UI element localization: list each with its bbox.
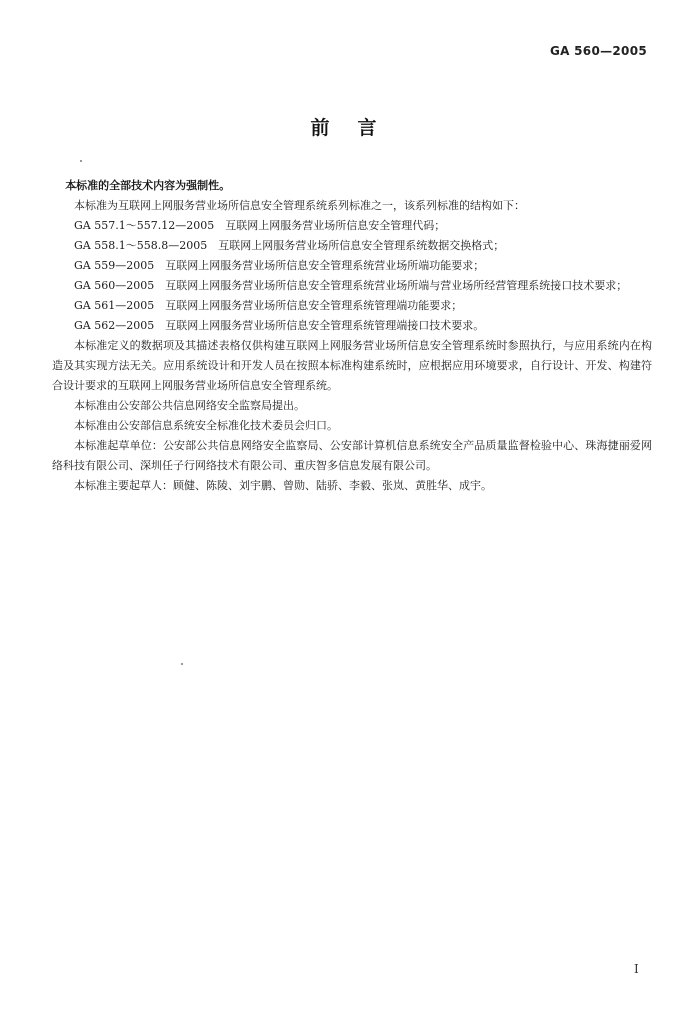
scan-speck <box>181 663 183 665</box>
list-item-ga561: GA 561—2005 互联网上网服务营业场所信息安全管理系统管理端功能要求； <box>74 299 463 312</box>
list-item-ga559: GA 559—2005 互联网上网服务营业场所信息安全管理系统营业场所端功能要求； <box>74 259 485 272</box>
paragraph-drafting-units: 本标准起草单位：公安部公共信息网络安全监察局、公安部计算机信息系统安全产品质量监督检验中心、珠海捷丽爱网络科技有限公司、深圳任子行网络技术有限公司、重庆智多信息发展有限公司。 <box>52 439 652 472</box>
page-number: I <box>634 962 639 976</box>
paragraph-drafters: 本标准主要起草人：顾健、陈陵、刘宇鹏、曾勋、陆骄、李毅、张岚、黄胜华、成宇。 <box>74 479 492 492</box>
list-item-ga558: GA 558.1～558.8—2005 互联网上网服务营业场所信息安全管理系统数据交换格式； <box>74 239 505 252</box>
paragraph-mandatory-notice: 本标准的全部技术内容为强制性。 <box>65 179 231 192</box>
foreword-body <box>52 176 652 496</box>
standard-number: GA 560—2005 <box>549 44 647 58</box>
list-item-ga557: GA 557.1～557.12—2005 互联网上网服务营业场所信息安全管理代码； <box>74 219 446 232</box>
paragraph-series-intro: 本标准为互联网上网服务营业场所信息安全管理系统系列标准之一，该系列标准的结构如下： <box>74 199 525 212</box>
paragraph-proposer: 本标准由公安部公共信息网络安全监察局提出。 <box>74 399 305 412</box>
page-title: 前言 <box>310 117 405 139</box>
list-item-ga562: GA 562—2005 互联网上网服务营业场所信息安全管理系统管理端接口技术要求。 <box>74 319 485 332</box>
paragraph-scope-note: 本标准定义的数据项及其描述表格仅供构建互联网上网服务营业场所信息安全管理系统时参照执行，与应用系统内在构造及其实现方法无关。应用系统设计和开发人员在按照本标准构建系统时，应根据应用环境要求，自行设计、开发、构建符合设计要求的互联网上网服务营业场所信息安全管理系统。 <box>52 339 652 392</box>
list-item-ga560: GA 560—2005 互联网上网服务营业场所信息安全管理系统营业场所端与营业场所经营管理系统接口技术要求； <box>74 279 628 292</box>
scan-speck <box>80 160 82 162</box>
paragraph-committee: 本标准由公安部信息系统安全标准化技术委员会归口。 <box>74 419 338 432</box>
